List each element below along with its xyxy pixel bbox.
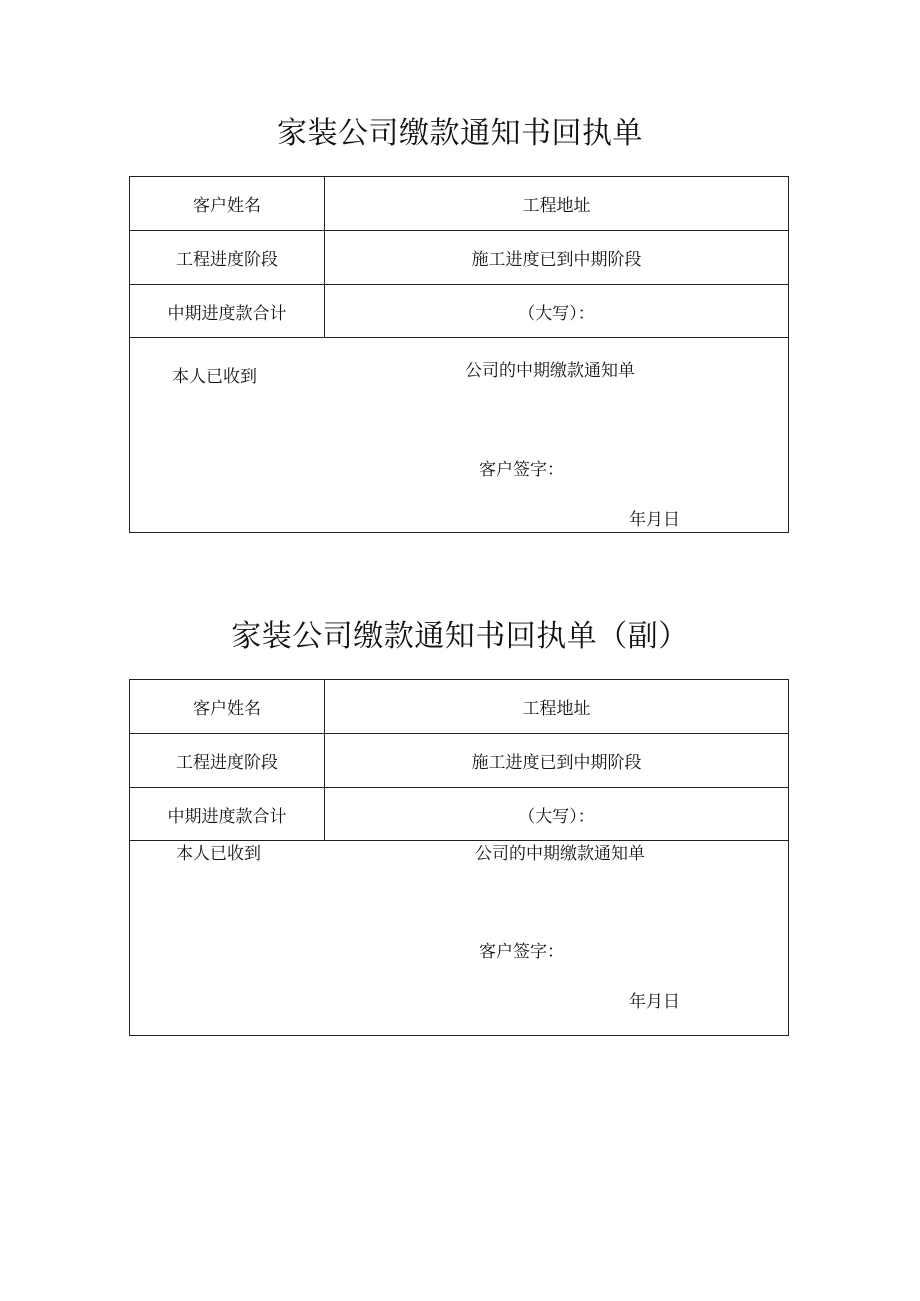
form-title-copy: 家装公司缴款通知书回执单（副） (231, 619, 689, 654)
received-prefix: 本人已收到 (172, 367, 257, 387)
payment-total-label: 中期进度款合计 (130, 285, 325, 337)
received-suffix: 公司的中期缴款通知单 (465, 361, 635, 381)
customer-name-label: 客户姓名 (130, 680, 325, 733)
received-suffix: 公司的中期缴款通知单 (475, 844, 645, 864)
progress-stage-value: 施工进度已到中期阶段 (471, 753, 642, 773)
progress-stage-value: 施工进度已到中期阶段 (471, 250, 642, 270)
progress-stage-label: 工程进度阶段 (130, 231, 325, 284)
received-prefix: 本人已收到 (176, 844, 261, 864)
row-progress-stage (130, 734, 788, 788)
receipt-form (129, 176, 789, 533)
date-field[interactable]: 年月日 (629, 992, 680, 1012)
signature-field[interactable]: 客户签字： (479, 942, 564, 962)
payment-amount-field[interactable]: （大写）： (518, 806, 595, 827)
row-payment-total (130, 285, 788, 338)
project-address-field[interactable]: 工程地址 (522, 699, 591, 719)
receipt-form-copy (129, 679, 789, 1036)
row-progress-stage (130, 231, 788, 285)
payment-total-label: 中期进度款合计 (130, 788, 325, 840)
row-customer-name (130, 177, 788, 231)
progress-stage-label: 工程进度阶段 (130, 734, 325, 787)
project-address-field[interactable]: 工程地址 (522, 196, 591, 216)
customer-name-label: 客户姓名 (130, 177, 325, 230)
payment-amount-field[interactable]: （大写）： (518, 303, 595, 324)
receipt-confirmation (130, 338, 788, 532)
receipt-confirmation (130, 841, 788, 1035)
row-customer-name (130, 680, 788, 734)
signature-field[interactable]: 客户签字： (479, 460, 564, 480)
row-payment-total (130, 788, 788, 841)
form-title: 家装公司缴款通知书回执单 (277, 116, 643, 151)
date-field[interactable]: 年月日 (629, 510, 680, 530)
